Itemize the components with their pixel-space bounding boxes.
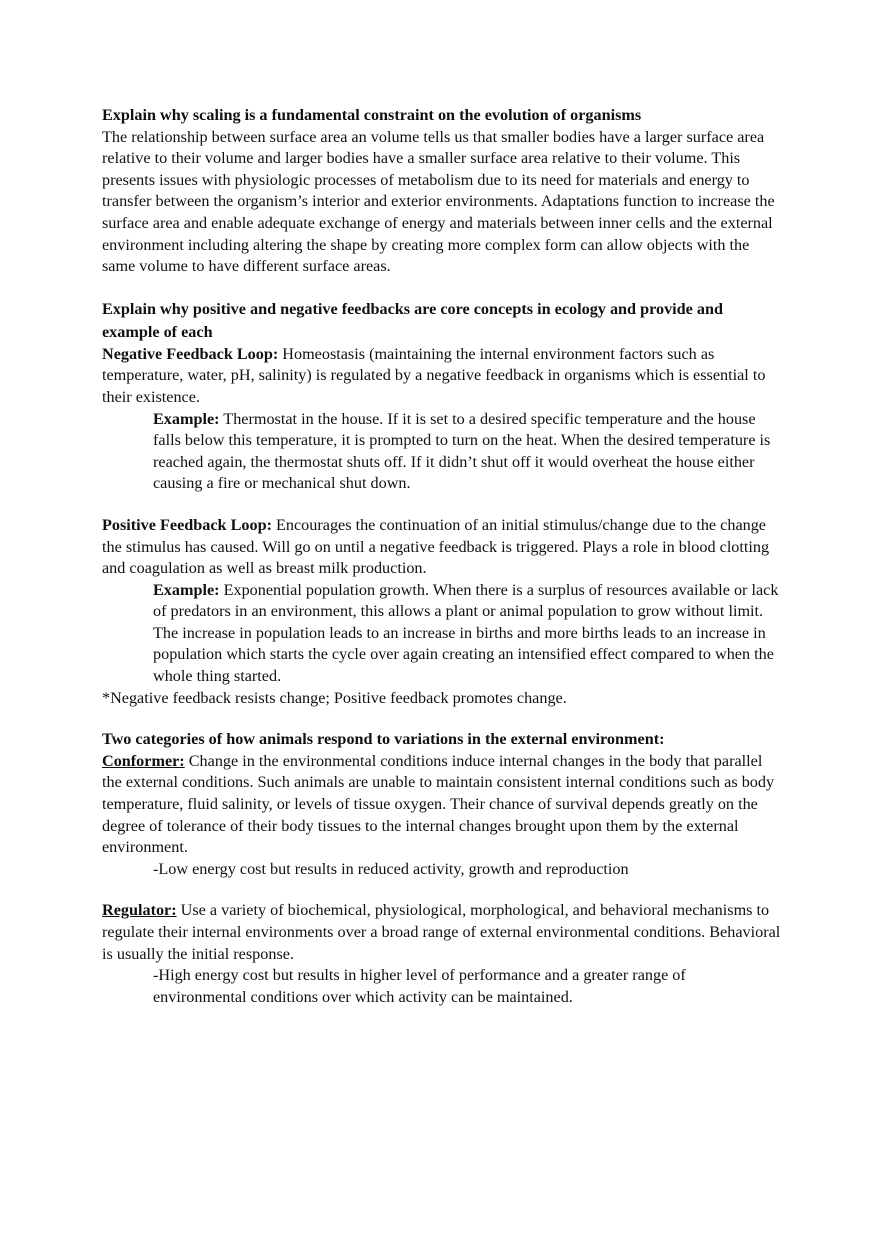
spacer xyxy=(102,495,782,515)
negative-feedback-example xyxy=(102,409,782,495)
positive-feedback-text: Encourages the continuation of an initial stimulus/change due to the change the stimulus has caused. Will go on until a negative feedback is triggered. Plays a role in blood clotting and coagulation as well as breast milk production. xyxy=(102,515,770,578)
positive-feedback-paragraph xyxy=(102,515,782,580)
positive-feedback-label: Positive Feedback Loop: xyxy=(102,515,272,534)
negative-feedback-label: Negative Feedback Loop: xyxy=(102,344,279,363)
positive-feedback-example xyxy=(102,580,782,688)
negative-feedback-text: Homeostasis (maintaining the internal environment factors such as temperature, water, pH, salinity) is regulated by a negative feedback in organisms which is essential to their existence. xyxy=(102,344,766,406)
regulator-text: Use a variety of biochemical, physiological, morphological, and behavioral mechanisms to regulate their internal environments over a broad range of external environmental conditions. Behavioral is usually the initial response. xyxy=(102,901,781,963)
feedback-note: *Negative feedback resists change; Positive feedback promotes change. xyxy=(102,688,567,707)
conformer-point: -Low energy cost but results in reduced activity, growth and reproduction xyxy=(153,859,629,878)
response-categories-heading: Two categories of how animals respond to variations in the external environment: xyxy=(102,730,665,749)
regulator-point: -High energy cost but results in higher level of performance and a greater range of environmental conditions over which activity can be maintained. xyxy=(153,966,686,1006)
negative-example-label: Example: xyxy=(153,409,220,428)
negative-feedback-paragraph xyxy=(102,344,782,409)
negative-example-text: Thermostat in the house. If it is set to a desired specific temperature and the house falls below this temperature, it is prompted to turn on the heat. When the desired temperature is reached again, the thermostat shuts off. If it didn’t shut off it would overheat the house either causing a fire or mechanical shut down. xyxy=(153,409,771,493)
document-page xyxy=(102,105,782,1008)
scaling-body: The relationship between surface area an volume tells us that smaller bodies have a larger surface area relative to their volume and larger bodies have a smaller surface area relative to their volume. This presents issues with physiologic processes of metabolism due to its need for materials and energy to transfer between the organism’s interior and exterior environments. Adaptations function to increase the surface area and enable adequate exchange of energy and materials between inner cells and the external environment including altering the shape by creating more complex form can allow objects with the same volume to have different surface areas. xyxy=(102,127,775,276)
positive-example-text: Exponential population growth. When there is a surplus of resources available or lack of predators in an environment, this allows a plant or animal population to grow without limit. The increase in population leads to an increase in births and more births leads to an increase in population which starts the cycle over again creating an intensified effect compared to when the whole thing started. xyxy=(153,580,779,686)
spacer xyxy=(102,278,782,298)
spacer xyxy=(102,709,782,729)
spacer xyxy=(102,880,782,900)
feedback-heading: Explain why positive and negative feedbacks are core concepts in ecology and provide and example of each xyxy=(102,299,724,341)
regulator-paragraph xyxy=(102,900,782,965)
scaling-heading: Explain why scaling is a fundamental constraint on the evolution of organisms xyxy=(102,106,642,124)
conformer-label: Conformer: xyxy=(102,751,185,770)
conformer-text: Change in the environmental conditions induce internal changes in the body that parallel the external conditions. Such animals are unable to maintain consistent internal conditions such as body temperature, fluid salinity, or levels of tissue oxygen. Their chance of survival depends greatly on the degree of tolerance of their body tissues to the internal changes brought upon them by the external environment. xyxy=(102,751,775,857)
regulator-label: Regulator: xyxy=(102,901,177,920)
conformer-paragraph xyxy=(102,751,782,859)
positive-example-label: Example: xyxy=(153,580,220,599)
